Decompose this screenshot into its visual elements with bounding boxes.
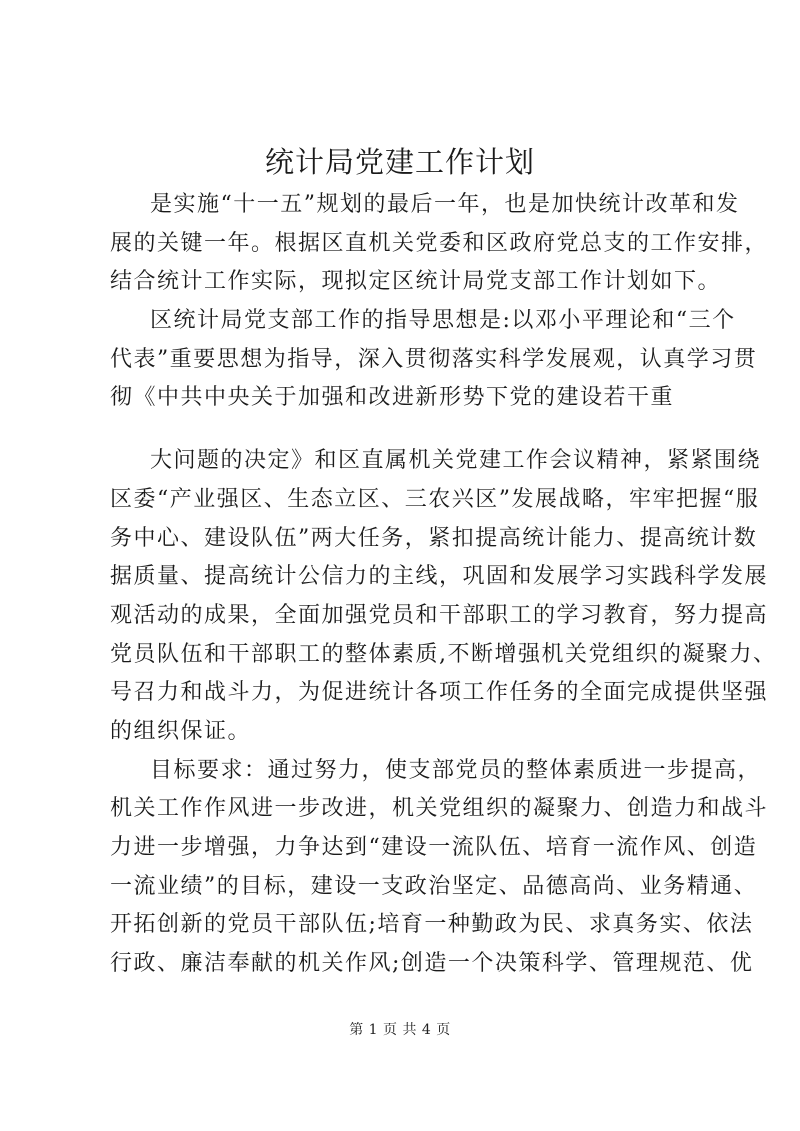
- paragraph-line: 一流业绩”的目标，建设一支政治坚定、品德高尚、业务精通、: [110, 873, 758, 899]
- paragraph-line: 据质量、提高统计公信力的主线，巩固和发展学习实践科学发展: [110, 564, 769, 590]
- paragraph-line: 行政、廉洁奉献的机关作风;创造一个决策科学、管理规范、优: [110, 951, 754, 977]
- paragraph-line: 的组织保证。: [110, 718, 252, 744]
- paragraph-line: 党员队伍和干部职工的整体素质,不断增强机关党组织的凝聚力、: [110, 641, 777, 667]
- paragraph-line: 目标要求：通过努力，使支部党员的整体素质进一步提高，: [150, 757, 762, 783]
- paragraph-line: 区委“产业强区、生态立区、三农兴区”发展战略，牢牢把握“服: [110, 486, 760, 512]
- paragraph-line: 务中心、建设队伍”两大任务，紧扣提高统计能力、提高统计数: [110, 525, 758, 551]
- paragraph-decision: [110, 442, 777, 752]
- paragraph-gap: [110, 418, 710, 442]
- document-title: 统计局党建工作计划: [264, 145, 535, 179]
- document-body: [110, 186, 777, 984]
- paragraph-line: 机关工作作风进一步改进，机关党组织的凝聚力、创造力和战斗: [110, 796, 769, 822]
- paragraph-line: 开拓创新的党员干部队伍;培育一种勤政为民、求真务实、依法: [110, 912, 754, 938]
- paragraph-line: 大问题的决定》和区直属机关党建工作会议精神，紧紧围绕: [150, 448, 762, 474]
- page-footer: 第 1 页 共 4 页: [349, 1022, 451, 1038]
- paragraph-intro: [110, 186, 769, 302]
- paragraph-line: 号召力和战斗力，为促进统计各项工作任务的全面完成提供坚强: [110, 680, 769, 706]
- paragraph-line: 结合统计工作实际，现拟定区统计局党支部工作计划如下。: [110, 269, 722, 295]
- paragraph-line: 观活动的成果，全面加强党员和干部职工的学习教育，努力提高: [110, 602, 769, 628]
- paragraph-line: 区统计局党支部工作的指导思想是:以邓小平理论和“三个: [150, 308, 736, 334]
- paragraph-line: 力进一步增强，力争达到“建设一流队伍、培育一流作风、创造: [110, 835, 758, 860]
- paragraph-guiding-thought: [110, 302, 758, 418]
- paragraph-line: 是实施“十一五”规划的最后一年，也是加快统计改革和发: [150, 192, 740, 217]
- paragraph-goals: [110, 752, 769, 984]
- paragraph-line: 彻《中共中央关于加强和改进新形势下党的建设若干重: [110, 385, 675, 411]
- paragraph-line: 展的关键一年。根据区直机关党委和区政府党总支的工作安排，: [110, 230, 769, 256]
- paragraph-line: 代表”重要思想为指导，深入贯彻落实科学发展观，认真学习贯: [110, 346, 758, 372]
